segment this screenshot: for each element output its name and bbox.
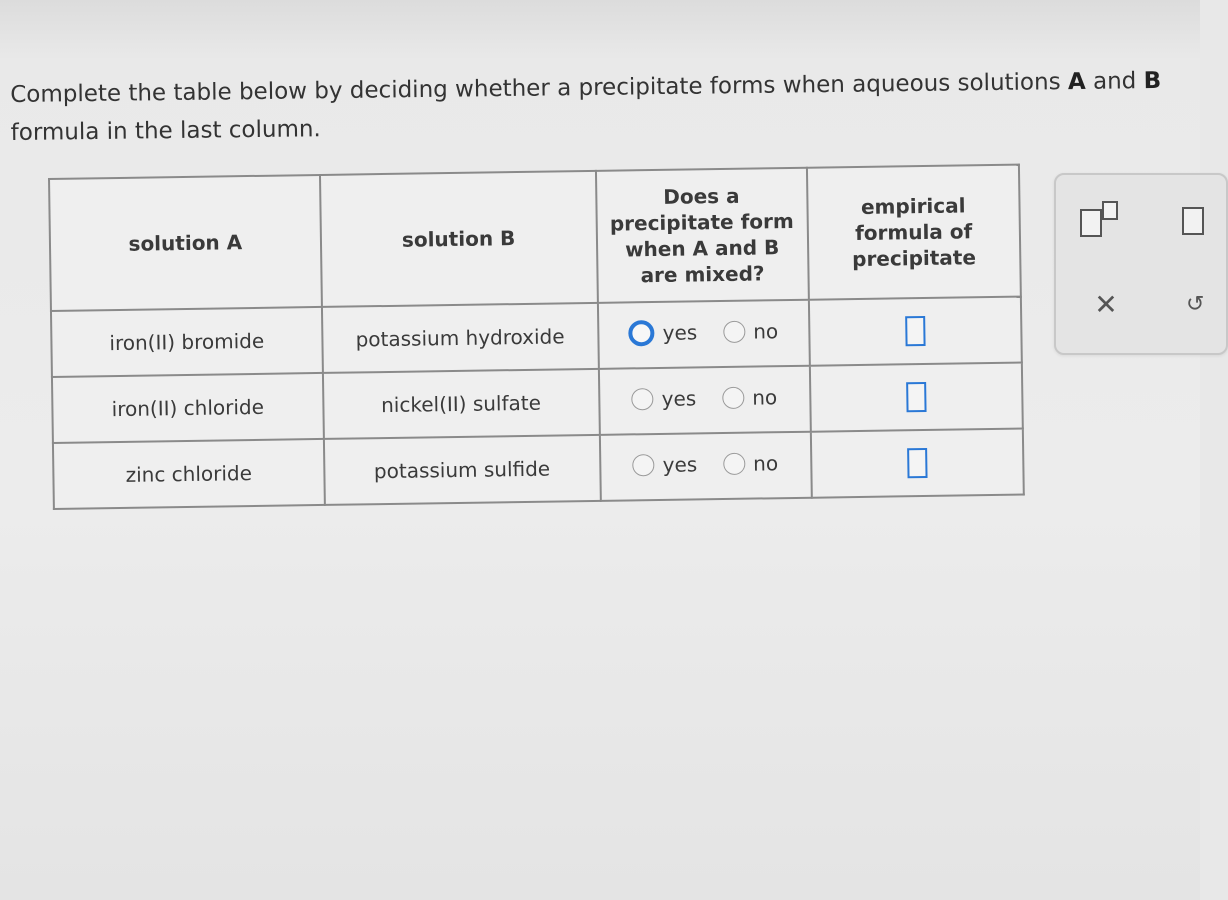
cell-precipitate-choice: [599, 432, 811, 501]
cell-precipitate-choice: [598, 300, 810, 369]
yes-label: yes: [662, 452, 698, 477]
header-precip-line-4: are mixed?: [640, 261, 765, 288]
instructions-solution-a: A: [1067, 68, 1086, 96]
yes-radio[interactable]: [632, 388, 654, 410]
precipitate-radio-group: [632, 451, 778, 477]
header-precip-line-2: precipitate form: [609, 208, 794, 236]
superscript-button[interactable]: [1076, 199, 1120, 239]
superscript-exponent-icon: [1102, 201, 1118, 220]
header-formula-line-2: formula of: [854, 219, 973, 246]
cell-formula: [808, 297, 1021, 366]
superscript-base-icon: [1080, 209, 1102, 237]
undo-button[interactable]: ↺: [1186, 292, 1205, 317]
no-label: no: [752, 385, 778, 410]
cell-formula: [809, 363, 1022, 432]
no-label: no: [753, 318, 779, 344]
header-precip-line-3: when A and B: [624, 235, 780, 262]
subscript-base-icon: [1182, 207, 1204, 235]
cell-precipitate-choice: [599, 366, 811, 435]
header-formula-line-3: precipitate: [851, 245, 977, 272]
cell-formula: [810, 429, 1023, 498]
formula-input[interactable]: [906, 382, 926, 412]
yes-radio[interactable]: [628, 320, 654, 346]
question-table-wrap: [48, 164, 1028, 512]
instructions: [10, 61, 1201, 152]
subscript-button[interactable]: [1178, 199, 1218, 239]
cell-solution-b: potassium hydroxide: [322, 303, 599, 373]
yes-radio[interactable]: [632, 454, 654, 476]
table-header-row: [49, 165, 1021, 311]
cell-solution-a: iron(II) chloride: [52, 373, 324, 443]
formula-palette: [1054, 173, 1228, 355]
header-precipitate-question: [596, 168, 809, 303]
clear-button[interactable]: ✕: [1094, 288, 1118, 321]
formula-input[interactable]: [907, 448, 927, 478]
no-radio[interactable]: [723, 453, 745, 475]
cell-solution-a: iron(II) bromide: [51, 307, 323, 377]
no-radio[interactable]: [723, 320, 745, 342]
cell-solution-b: nickel(II) sulfate: [323, 369, 600, 439]
instructions-solution-b: B: [1143, 67, 1162, 95]
no-label: no: [753, 451, 779, 476]
header-precip-line-1: Does a: [663, 183, 740, 209]
cell-solution-b: potassium sulfide: [324, 435, 601, 505]
header-solution-b: solution B: [320, 171, 598, 307]
precipitate-radio-group: [631, 385, 777, 411]
header-solution-a: solution A: [49, 175, 322, 311]
yes-label: yes: [662, 319, 698, 345]
header-formula-line-1: empirical: [860, 193, 966, 219]
cell-solution-a: zinc chloride: [53, 439, 325, 509]
header-empirical-formula: [806, 165, 1020, 300]
precipitate-radio-group: [628, 318, 778, 346]
formula-input[interactable]: [905, 316, 925, 346]
no-radio[interactable]: [722, 387, 744, 409]
instructions-line-2: formula in the last column.: [10, 116, 321, 146]
table-row: [53, 429, 1024, 509]
yes-label: yes: [661, 386, 697, 411]
instructions-and: and: [1085, 68, 1144, 95]
instructions-text: Complete the table below by deciding whether a precipitate forms when aqueous solutions: [10, 69, 1069, 108]
question-table: [48, 164, 1025, 510]
